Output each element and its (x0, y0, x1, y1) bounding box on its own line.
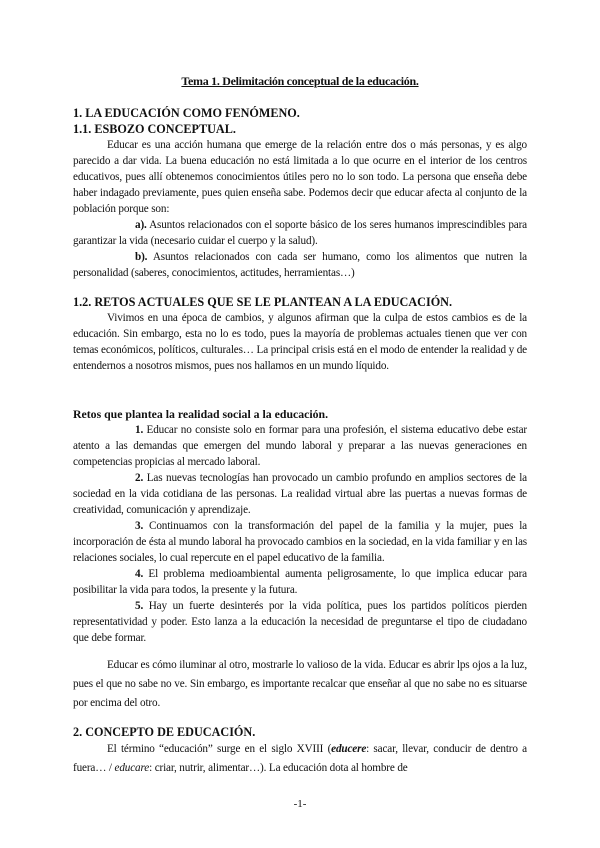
section-2-heading: 2. CONCEPTO DE EDUCACIÓN. (73, 725, 256, 739)
reto-4-number: 4. (135, 568, 144, 580)
section-2-text-2: : sacar, llevar, conducir de dentro a fuera… / (73, 743, 527, 774)
section-1-heading: 1. LA EDUCACIÓN COMO FENÓMENO. (73, 106, 300, 120)
reto-item-5 (73, 598, 527, 646)
reto-5-number: 5. (135, 600, 144, 612)
item-b-marker: b). (135, 251, 148, 263)
section-2-text-1: El término “educación” surge en el siglo XVIII ( (107, 743, 332, 755)
reto-1-text: Educar no consiste solo en formar para una profesión, el sistema educativo debe estar atento a las demandas que emergen del mundo laboral y preparar a las nuevas generaciones en competencias propicias al mercado laboral. (73, 424, 527, 468)
reto-item-2 (73, 470, 527, 518)
closing-paragraph: Educar es cómo iluminar al otro, mostrarle lo valioso de la vida. Educar es abrir lps ojos a la luz, pues el que no sabe no ve. Sin embargo, es importante recalcar que enseñar al que no sabe no es situarse por encima del otro. (73, 659, 527, 709)
section-2-paragraph (73, 740, 527, 778)
section-1-1-heading: 1.1. ESBOZO CONCEPTUAL. (73, 122, 236, 136)
section-1-2-heading: 1.2. RETOS ACTUALES QUE SE LE PLANTEAN A LA EDUCACIÓN. (73, 295, 453, 309)
reto-item-1 (73, 422, 527, 470)
item-b (73, 249, 527, 281)
item-a-text: Asuntos relacionados con el soporte básico de los seres humanos imprescindibles para garantizar la vida (necesario cuidar el cuerpo y la salud). (73, 219, 527, 247)
reto-2-number: 2. (135, 472, 144, 484)
reto-3-number: 3. (135, 520, 144, 532)
section-1-2-paragraph: Vivimos en una época de cambios, y algunos afirman que la culpa de estos cambios es de la educación. Sin embargo, esta no lo es todo, pues la mayoría de problemas actuales tienen que ver con temas económicos, políticos, culturales… La principal crisis está en el modo de entender la realidad y de entendernos a nosotros mismos, pues nos hallamos en un mundo líquido. (73, 312, 527, 372)
document-title: Tema 1. Delimitación conceptual de la educación. (181, 74, 419, 88)
item-a-marker: a). (135, 219, 147, 231)
term-educere: educere (331, 743, 367, 755)
item-a (73, 217, 527, 249)
retos-heading: Retos que plantea la realidad social a la educación. (73, 407, 329, 421)
reto-3-text: Continuamos con la transformación del papel de la familia y la mujer, pues la incorporación de ésta al mundo laboral ha provocado cambios en la sociedad, en la vida familiar y en las relaciones sociales, lo cual repercute en el papel educativo de la familia. (73, 520, 527, 564)
reto-1-number: 1. (135, 424, 144, 436)
section-1-1-paragraph: Educar es una acción humana que emerge de la relación entre dos o más personas, y es algo parecido a dar vida. La buena educación no está limitada a lo que ocurre en el interior de los centros educativos, pues allí obtenemos conocimientos útiles pero no lo son todo. La persona que enseña debe haber indagado previamente, pues quien enseña sabe. Podemos decir que educar afecta al conjunto de la población porque son: (73, 139, 527, 215)
section-2-text-3: : criar, nutrir, alimentar…). La educación dota al hombre de (149, 762, 408, 774)
item-b-text: Asuntos relacionados con cada ser humano, como los alimentos que nutren la personalidad (saberes, conocimientos, actitudes, herramientas…) (73, 251, 527, 279)
reto-4-text: El problema medioambiental aumenta peligrosamente, lo que implica educar para posibilitar la vida para todos, la presente y la futura. (73, 568, 527, 596)
reto-2-text: Las nuevas tecnologías han provocado un cambio profundo en amplios sectores de la sociedad en la vida cotidiana de las personas. La realidad virtual abre las puertas a nuevas formas de creatividad, comunicación y aprendizaje. (73, 472, 527, 516)
term-educare: educare (114, 762, 150, 774)
page-number: -1- (293, 798, 307, 810)
reto-item-4 (73, 566, 527, 598)
reto-5-text: Hay un fuerte desinterés por la vida política, pues los partidos políticos pierden representatividad y poder. Esto lanza a la educación la necesidad de preguntarse el tipo de ciudadano que debe formar. (73, 600, 527, 644)
reto-item-3 (73, 518, 527, 566)
